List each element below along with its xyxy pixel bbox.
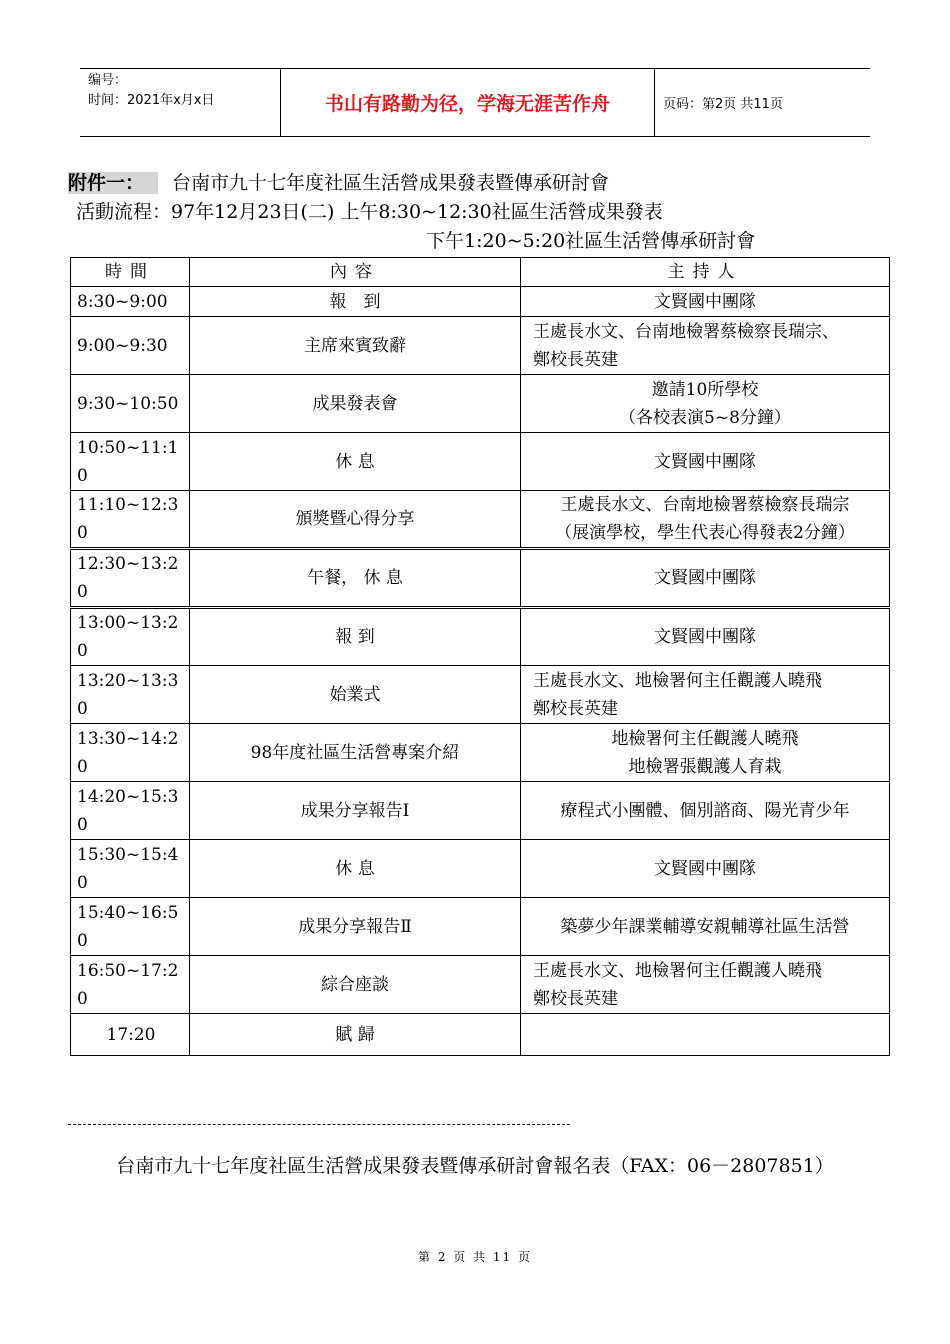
host-line: 鄭校長英建 (533, 988, 618, 1009)
attachment-heading (68, 170, 609, 196)
table-row (71, 608, 890, 666)
registration-title: 台南市九十七年度社區生活營成果發表暨傳承研討會報名表（FAX：06－2807851） (116, 1155, 834, 1177)
attachment-label: 附件一： (68, 172, 158, 194)
table-row (71, 491, 890, 549)
table-header-row (71, 258, 890, 287)
cell-host (521, 317, 890, 375)
cell-time: 13:30~14:20 (71, 724, 190, 782)
cell-host (521, 433, 890, 491)
cell-content: 綜合座談 (190, 956, 521, 1014)
table-row (71, 375, 890, 433)
host-line: 邀請10所學校 (651, 379, 759, 400)
cell-content: 98年度社區生活營專案介紹 (190, 724, 521, 782)
host-line: 王處長水文、台南地檢署蔡檢察長瑞宗、 (533, 321, 839, 342)
cell-content: 主席來賓致辭 (190, 317, 521, 375)
cell-host (521, 898, 890, 956)
cell-content: 頒獎暨心得分享 (190, 491, 521, 549)
table-row (71, 898, 890, 956)
cell-content: 成果發表會 (190, 375, 521, 433)
host-line: 鄭校長英建 (533, 698, 618, 719)
cell-host (521, 1014, 890, 1056)
host-line: 王處長水文、地檢署何主任觀護人曉飛 (533, 960, 822, 981)
cell-time: 10:50~11:10 (71, 433, 190, 491)
host-line: 王處長水文、台南地檢署蔡檢察長瑞宗 (560, 495, 850, 515)
cell-time: 13:20~13:30 (71, 666, 190, 724)
cell-content: 成果分享報告I (190, 782, 521, 840)
attachment-title: 台南市九十七年度社區生活營成果發表暨傳承研討會 (172, 172, 610, 194)
host-line: 文賢國中團隊 (654, 291, 756, 312)
table-row (71, 724, 890, 782)
cell-time: 12:30~13:20 (71, 549, 190, 608)
cell-time: 8:30~9:00 (71, 287, 190, 317)
host-line: 鄭校長英建 (533, 349, 618, 370)
cell-time: 13:00~13:20 (71, 608, 190, 666)
host-line: （各校表演5~8分鐘） (619, 407, 791, 428)
cell-host (521, 549, 890, 608)
header-meta (80, 69, 281, 136)
host-line: 文賢國中團隊 (654, 451, 756, 472)
flow-line-afternoon: 下午1:20~5:20社區生活營傳承研討會 (426, 230, 756, 252)
header-page-info: 页码：第2页 共11页 (663, 97, 783, 112)
host-line: 築夢少年課業輔導安親輔導社區生活營 (560, 916, 850, 937)
cell-time: 9:30~10:50 (71, 375, 190, 433)
header-host: 主持人 (521, 258, 890, 287)
cell-content: 始業式 (190, 666, 521, 724)
cell-host (521, 956, 890, 1014)
dashed-separator (68, 1124, 570, 1125)
host-line: 文賢國中團隊 (654, 568, 756, 588)
table-row (71, 1014, 890, 1056)
table-row (71, 840, 890, 898)
host-line: 地檢署何主任觀護人曉飛 (611, 728, 799, 749)
cell-host (521, 287, 890, 317)
table-row (71, 433, 890, 491)
header-motto: 书山有路勤为径，学海无涯苦作舟 (281, 69, 655, 136)
cell-content: 報 到 (190, 287, 521, 317)
cell-content: 賦 歸 (190, 1014, 521, 1056)
cell-time: 15:40~16:50 (71, 898, 190, 956)
cell-host (521, 375, 890, 433)
serial-label: 编号： (88, 73, 128, 88)
host-line: 王處長水文、地檢署何主任觀護人曉飛 (533, 670, 822, 691)
cell-time: 14:20~15:30 (71, 782, 190, 840)
cell-time: 17:20 (71, 1014, 190, 1056)
host-line: （展演學校，學生代表心得發表2分鐘） (555, 523, 855, 543)
host-line: 文賢國中團隊 (654, 858, 756, 879)
cell-host (521, 608, 890, 666)
host-line: 文賢國中團隊 (654, 627, 756, 647)
host-line: 地檢署張觀護人育栽 (628, 756, 782, 777)
cell-content: 休 息 (190, 840, 521, 898)
time-label: 时间：2021年x月x日 (88, 93, 215, 108)
cell-time: 16:50~17:20 (71, 956, 190, 1014)
table-row (71, 549, 890, 608)
cell-host (521, 782, 890, 840)
cell-host (521, 491, 890, 549)
header-time: 時間 (71, 258, 190, 287)
cell-time: 11:10~12:30 (71, 491, 190, 549)
cell-host (521, 724, 890, 782)
cell-content: 午餐， 休 息 (190, 549, 521, 608)
schedule-table (70, 257, 890, 1056)
cell-host (521, 840, 890, 898)
table-row (71, 782, 890, 840)
table-row (71, 287, 890, 317)
host-line: 療程式小團體、個別諮商、陽光青少年 (560, 800, 850, 821)
cell-content: 報 到 (190, 608, 521, 666)
document-header (80, 68, 870, 137)
table-row (71, 666, 890, 724)
cell-time: 15:30~15:40 (71, 840, 190, 898)
cell-host (521, 666, 890, 724)
header-content: 內容 (190, 258, 521, 287)
table-row (71, 317, 890, 375)
cell-content: 成果分享報告Ⅱ (190, 898, 521, 956)
cell-time: 9:00~9:30 (71, 317, 190, 375)
table-row (71, 956, 890, 1014)
page-footer: 第 2 页 共 11 页 (418, 1250, 532, 1264)
flow-line-morning: 活動流程：97年12月23日(二) 上午8:30~12:30社區生活營成果發表 (76, 201, 663, 223)
cell-content: 休 息 (190, 433, 521, 491)
